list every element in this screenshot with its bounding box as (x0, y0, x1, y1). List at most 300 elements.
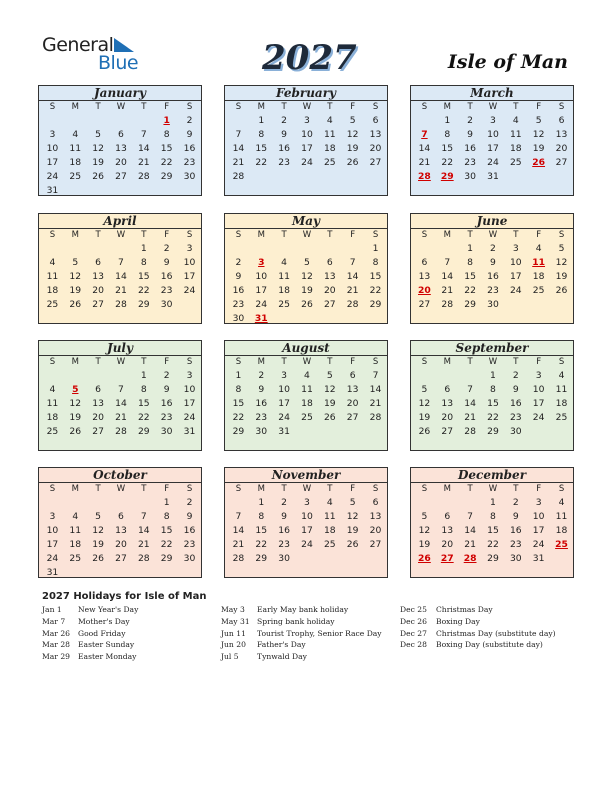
day-cell: 1 (490, 370, 496, 381)
weekday-header: T (95, 102, 101, 112)
day-cell: 19 (346, 142, 359, 154)
year-title: 2027 (262, 38, 357, 78)
empty-cell (318, 170, 341, 184)
day-cell: 30 (183, 170, 196, 182)
month-title: June (411, 214, 573, 229)
day-cell: 21 (464, 411, 476, 423)
day-cell: 18 (323, 524, 336, 536)
day-cell: 27 (346, 411, 359, 423)
holiday-date: Mar 28 (42, 640, 71, 650)
holiday-name: Boxing Day (substitute day) (436, 640, 543, 650)
day-cell: 3 (512, 243, 519, 254)
holiday-row (42, 640, 138, 652)
day-cell: 30 (509, 552, 522, 564)
weekday-header: M (443, 357, 451, 367)
day-cell: 26 (69, 425, 82, 437)
empty-cell (41, 496, 64, 510)
weekday-header: T (327, 357, 333, 367)
day-cell: 13 (92, 270, 104, 282)
weekday-header: S (186, 102, 193, 112)
day-cell: 24 (532, 538, 545, 550)
empty-cell (273, 242, 296, 256)
day-cell: 24 (301, 156, 313, 168)
holiday-name: Tourist Trophy, Senior Race Day (257, 628, 382, 638)
day-cell: 27 (115, 552, 127, 564)
day-cell: 17 (532, 524, 545, 536)
day-cell: 10 (532, 510, 545, 522)
day-cell: 5 (304, 256, 310, 268)
holiday-name: Christmas Day (substitute day) (436, 628, 556, 638)
month-title: May (225, 214, 387, 229)
day-cell: 16 (509, 524, 522, 536)
day-cell: 12 (92, 142, 104, 154)
day-cell: 2 (186, 115, 193, 126)
day-cell: 19 (323, 397, 336, 409)
weekday-header: T (141, 357, 147, 367)
day-cell: 7 (349, 256, 356, 268)
empty-cell (64, 242, 87, 256)
day-cell: 5 (535, 115, 542, 126)
weekday-header: S (372, 230, 379, 240)
day-cell: 12 (92, 524, 104, 536)
day-cell: 22 (369, 284, 382, 296)
day-cell: 26 (92, 552, 104, 564)
day-cell: 5 (421, 510, 428, 522)
day-cell: 15 (369, 270, 382, 282)
weekday-header: F (536, 484, 542, 494)
empty-cell (110, 369, 133, 383)
day-cell: 24 (183, 284, 196, 296)
day-cell: 12 (418, 524, 431, 536)
weekday-header: F (350, 230, 356, 240)
empty-cell (413, 242, 436, 256)
day-cell: 25 (323, 538, 336, 550)
day-cell: 17 (301, 142, 313, 154)
holiday-row (221, 605, 382, 617)
weekday-header: F (164, 102, 170, 112)
day-cell: 4 (72, 128, 79, 140)
day-cell: 1 (140, 243, 147, 254)
empty-cell (296, 170, 319, 184)
day-cell: 21 (115, 411, 127, 423)
holiday-row (221, 640, 382, 652)
day-cell: 23 (278, 156, 290, 168)
day-cell: 6 (95, 256, 102, 268)
day-cell: 10 (46, 142, 59, 154)
empty-cell (132, 496, 155, 510)
day-cell: 17 (46, 156, 59, 168)
holiday-date: Jun 20 (221, 640, 246, 650)
weekday-header: F (350, 357, 356, 367)
empty-cell (459, 369, 482, 383)
day-cell: 25 (69, 552, 82, 564)
empty-cell (227, 496, 250, 510)
day-cell: 16 (183, 524, 196, 536)
month-title: March (411, 86, 573, 101)
empty-cell (550, 298, 573, 312)
day-cell: 12 (69, 397, 82, 409)
weekday-header: S (421, 357, 428, 367)
day-cell: 24 (487, 156, 499, 168)
day-cell: 18 (301, 397, 313, 409)
day-cell: 17 (509, 270, 522, 282)
day-cell: 9 (512, 510, 519, 522)
holiday-name: Tynwald Day (257, 652, 307, 662)
day-cell: 26 (418, 552, 431, 564)
day-cell: 9 (186, 510, 193, 522)
day-cell: 26 (301, 298, 313, 310)
day-cell: 11 (555, 510, 568, 522)
day-cell: 6 (349, 370, 356, 381)
month-title: February (225, 86, 387, 101)
holiday-name: Good Friday (78, 628, 126, 638)
day-cell: 3 (49, 128, 56, 140)
day-cell: 10 (183, 256, 196, 268)
weekday-header: S (186, 230, 193, 240)
day-cell: 31 (532, 552, 545, 564)
day-cell: 21 (115, 284, 127, 296)
day-cell: 6 (444, 383, 451, 395)
day-cell: 15 (232, 397, 245, 409)
day-cell: 5 (349, 497, 356, 508)
weekday-header: T (467, 357, 473, 367)
empty-cell (64, 369, 87, 383)
day-cell: 2 (512, 370, 519, 381)
weekday-header: F (536, 102, 542, 112)
day-cell: 29 (160, 170, 173, 182)
day-cell: 29 (369, 298, 382, 310)
day-cell: 20 (369, 524, 382, 536)
empty-cell (132, 114, 155, 128)
day-cell: 7 (467, 510, 474, 522)
weekday-header: S (372, 484, 379, 494)
weekday-header: T (513, 357, 519, 367)
day-cell: 26 (532, 156, 546, 168)
month-january (38, 85, 202, 196)
day-cell: 11 (46, 397, 59, 409)
day-cell: 4 (304, 370, 310, 381)
day-cell: 21 (346, 284, 359, 296)
day-cell: 29 (440, 170, 454, 182)
empty-cell (318, 425, 341, 439)
weekday-header: T (513, 102, 519, 112)
day-cell: 23 (160, 411, 173, 423)
day-cell: 13 (441, 397, 454, 409)
day-cell: 26 (323, 411, 336, 423)
holiday-date: Mar 7 (42, 616, 66, 626)
day-cell: 24 (532, 411, 545, 423)
day-cell: 29 (137, 425, 150, 437)
day-cell: 22 (487, 411, 499, 423)
day-cell: 28 (418, 170, 431, 182)
empty-cell (296, 242, 319, 256)
day-cell: 18 (323, 142, 336, 154)
day-cell: 12 (532, 128, 545, 140)
day-cell: 7 (372, 370, 379, 381)
day-cell: 15 (255, 524, 268, 536)
empty-cell (41, 114, 64, 128)
day-cell: 2 (186, 497, 193, 508)
empty-cell (436, 369, 459, 383)
day-cell: 20 (441, 538, 454, 550)
weekday-header: W (302, 102, 312, 112)
day-cell: 16 (509, 397, 522, 409)
day-cell: 8 (444, 128, 451, 140)
day-cell: 12 (69, 270, 82, 282)
day-cell: 20 (346, 397, 359, 409)
day-cell: 27 (441, 425, 454, 437)
holiday-name: Easter Monday (78, 652, 137, 662)
day-cell: 17 (301, 524, 313, 536)
empty-cell (87, 496, 110, 510)
holiday-date: Jul 5 (221, 652, 239, 662)
weekday-header: F (536, 230, 542, 240)
empty-cell (527, 170, 550, 184)
day-cell: 23 (509, 411, 522, 423)
day-cell: 18 (555, 524, 568, 536)
day-cell: 19 (532, 142, 545, 154)
weekday-header: F (164, 357, 170, 367)
day-cell: 7 (140, 510, 147, 522)
day-cell: 4 (535, 243, 542, 254)
month-february (224, 85, 388, 196)
day-cell: 7 (235, 510, 242, 522)
weekday-header: T (467, 230, 473, 240)
empty-cell (64, 114, 87, 128)
empty-cell (110, 566, 133, 580)
day-cell: 15 (487, 397, 499, 409)
day-cell: 6 (118, 510, 124, 522)
weekday-header: T (467, 484, 473, 494)
holiday-name: Mother's Day (78, 616, 130, 626)
day-cell: 3 (535, 370, 542, 381)
day-cell: 24 (46, 170, 59, 182)
day-cell: 17 (532, 397, 545, 409)
day-cell: 2 (235, 256, 242, 268)
day-cell: 4 (512, 115, 519, 126)
day-cell: 14 (137, 524, 150, 536)
day-cell: 14 (346, 270, 359, 282)
weekday-header: T (281, 102, 287, 112)
day-cell: 1 (258, 497, 265, 508)
empty-cell (318, 552, 341, 566)
day-cell: 28 (464, 425, 476, 437)
day-cell: 30 (160, 425, 173, 437)
day-cell: 22 (137, 411, 150, 423)
day-cell: 2 (281, 115, 288, 126)
empty-cell (250, 170, 273, 184)
day-cell: 20 (92, 284, 104, 296)
day-cell: 13 (323, 270, 336, 282)
weekday-header: W (488, 102, 498, 112)
day-cell: 24 (46, 552, 59, 564)
empty-cell (110, 184, 133, 198)
empty-cell (87, 114, 110, 128)
day-cell: 3 (258, 256, 265, 268)
day-cell: 27 (440, 552, 454, 564)
day-cell: 11 (323, 128, 336, 140)
empty-cell (273, 312, 296, 326)
empty-cell (178, 298, 201, 312)
day-cell: 20 (418, 284, 431, 296)
empty-cell (550, 552, 573, 566)
empty-cell (296, 425, 319, 439)
day-cell: 25 (555, 538, 568, 550)
day-cell: 17 (183, 270, 196, 282)
day-cell: 1 (235, 370, 242, 381)
day-cell: 14 (137, 142, 150, 154)
day-cell: 18 (69, 156, 82, 168)
day-cell: 31 (254, 312, 268, 324)
weekday-header: M (71, 484, 79, 494)
day-cell: 21 (137, 156, 150, 168)
holiday-date: May 31 (221, 616, 250, 626)
day-cell: 10 (532, 383, 545, 395)
holiday-date: Dec 26 (400, 616, 427, 626)
day-cell: 5 (349, 115, 356, 126)
day-cell: 11 (555, 383, 568, 395)
empty-cell (504, 298, 527, 312)
day-cell: 27 (418, 298, 431, 310)
day-cell: 27 (369, 538, 382, 550)
day-cell: 9 (512, 383, 519, 395)
day-cell: 21 (441, 284, 454, 296)
weekday-header: S (186, 484, 193, 494)
day-cell: 17 (255, 284, 268, 296)
empty-cell (87, 369, 110, 383)
day-cell: 18 (532, 270, 545, 282)
month-title: September (411, 341, 573, 356)
month-title: April (39, 214, 201, 229)
day-cell: 10 (46, 524, 59, 536)
day-cell: 25 (46, 298, 59, 310)
day-cell: 20 (369, 142, 382, 154)
day-cell: 10 (278, 383, 290, 395)
empty-cell (550, 170, 573, 184)
empty-cell (227, 114, 250, 128)
day-cell: 25 (301, 411, 313, 423)
day-cell: 2 (258, 370, 265, 381)
weekday-header: S (558, 357, 565, 367)
day-cell: 19 (418, 411, 431, 423)
holiday-name: Easter Sunday (78, 640, 135, 650)
day-cell: 3 (304, 115, 310, 126)
day-cell: 30 (487, 298, 499, 310)
day-cell: 23 (183, 538, 196, 550)
weekday-header: T (95, 230, 101, 240)
day-cell: 10 (255, 270, 268, 282)
day-cell: 21 (137, 538, 150, 550)
day-cell: 6 (558, 115, 565, 126)
holiday-name: Early May bank holiday (257, 605, 349, 614)
day-cell: 28 (463, 552, 477, 564)
logo-text-general: General (42, 34, 114, 56)
empty-cell (296, 552, 319, 566)
weekday-header: M (443, 484, 451, 494)
day-cell: 27 (555, 156, 568, 168)
day-cell: 6 (372, 115, 379, 126)
holiday-row (42, 605, 138, 617)
day-cell: 18 (46, 284, 59, 296)
day-cell: 21 (418, 156, 431, 168)
day-cell: 4 (49, 383, 56, 395)
weekday-header: T (467, 102, 473, 112)
day-cell: 26 (346, 156, 359, 168)
country-title: Isle of Man (447, 51, 568, 73)
day-cell: 23 (160, 284, 173, 296)
day-cell: 15 (137, 270, 150, 282)
weekday-header: F (164, 230, 170, 240)
holiday-name: New Year's Day (78, 605, 139, 614)
day-cell: 14 (232, 142, 245, 154)
day-cell: 19 (555, 270, 568, 282)
day-cell: 5 (95, 128, 102, 140)
month-may (224, 213, 388, 324)
weekday-header: S (558, 102, 565, 112)
day-cell: 28 (232, 170, 245, 182)
day-cell: 21 (464, 538, 476, 550)
holidays-title: 2027 Holidays for Isle of Man (42, 591, 207, 602)
weekday-header: S (235, 102, 242, 112)
day-cell: 8 (490, 510, 496, 522)
empty-cell (413, 496, 436, 510)
day-cell: 25 (532, 284, 545, 296)
holiday-row (42, 617, 138, 629)
holiday-row (400, 640, 556, 652)
weekday-header: W (302, 357, 312, 367)
day-cell: 16 (232, 284, 245, 296)
day-cell: 8 (467, 256, 474, 268)
empty-cell (41, 242, 64, 256)
day-cell: 13 (369, 128, 382, 140)
day-cell: 20 (92, 411, 104, 423)
weekday-header: T (327, 484, 333, 494)
day-cell: 16 (278, 142, 290, 154)
day-cell: 3 (535, 497, 542, 508)
day-cell: 11 (301, 383, 313, 395)
weekday-header: S (49, 484, 56, 494)
day-cell: 14 (464, 397, 476, 409)
empty-cell (178, 184, 201, 198)
day-cell: 15 (137, 397, 150, 409)
weekday-header: M (443, 102, 451, 112)
day-cell: 14 (464, 524, 476, 536)
day-cell: 23 (487, 284, 499, 296)
day-cell: 13 (115, 142, 127, 154)
empty-cell (273, 170, 296, 184)
day-cell: 30 (183, 552, 196, 564)
empty-cell (527, 298, 550, 312)
day-cell: 31 (46, 566, 59, 578)
empty-cell (155, 566, 178, 580)
empty-cell (296, 312, 319, 326)
day-cell: 26 (555, 284, 568, 296)
holiday-row (221, 652, 382, 664)
day-cell: 18 (46, 411, 59, 423)
day-cell: 8 (258, 128, 265, 140)
holiday-date: Jan 1 (42, 605, 62, 614)
holiday-row (400, 617, 556, 629)
weekday-header: W (116, 484, 126, 494)
weekday-header: T (95, 357, 101, 367)
day-cell: 13 (555, 128, 568, 140)
day-cell: 26 (69, 298, 82, 310)
day-cell: 28 (441, 298, 454, 310)
day-cell: 19 (301, 284, 313, 296)
day-cell: 16 (278, 524, 290, 536)
holiday-name: Father's Day (257, 640, 306, 650)
day-cell: 30 (464, 170, 476, 182)
